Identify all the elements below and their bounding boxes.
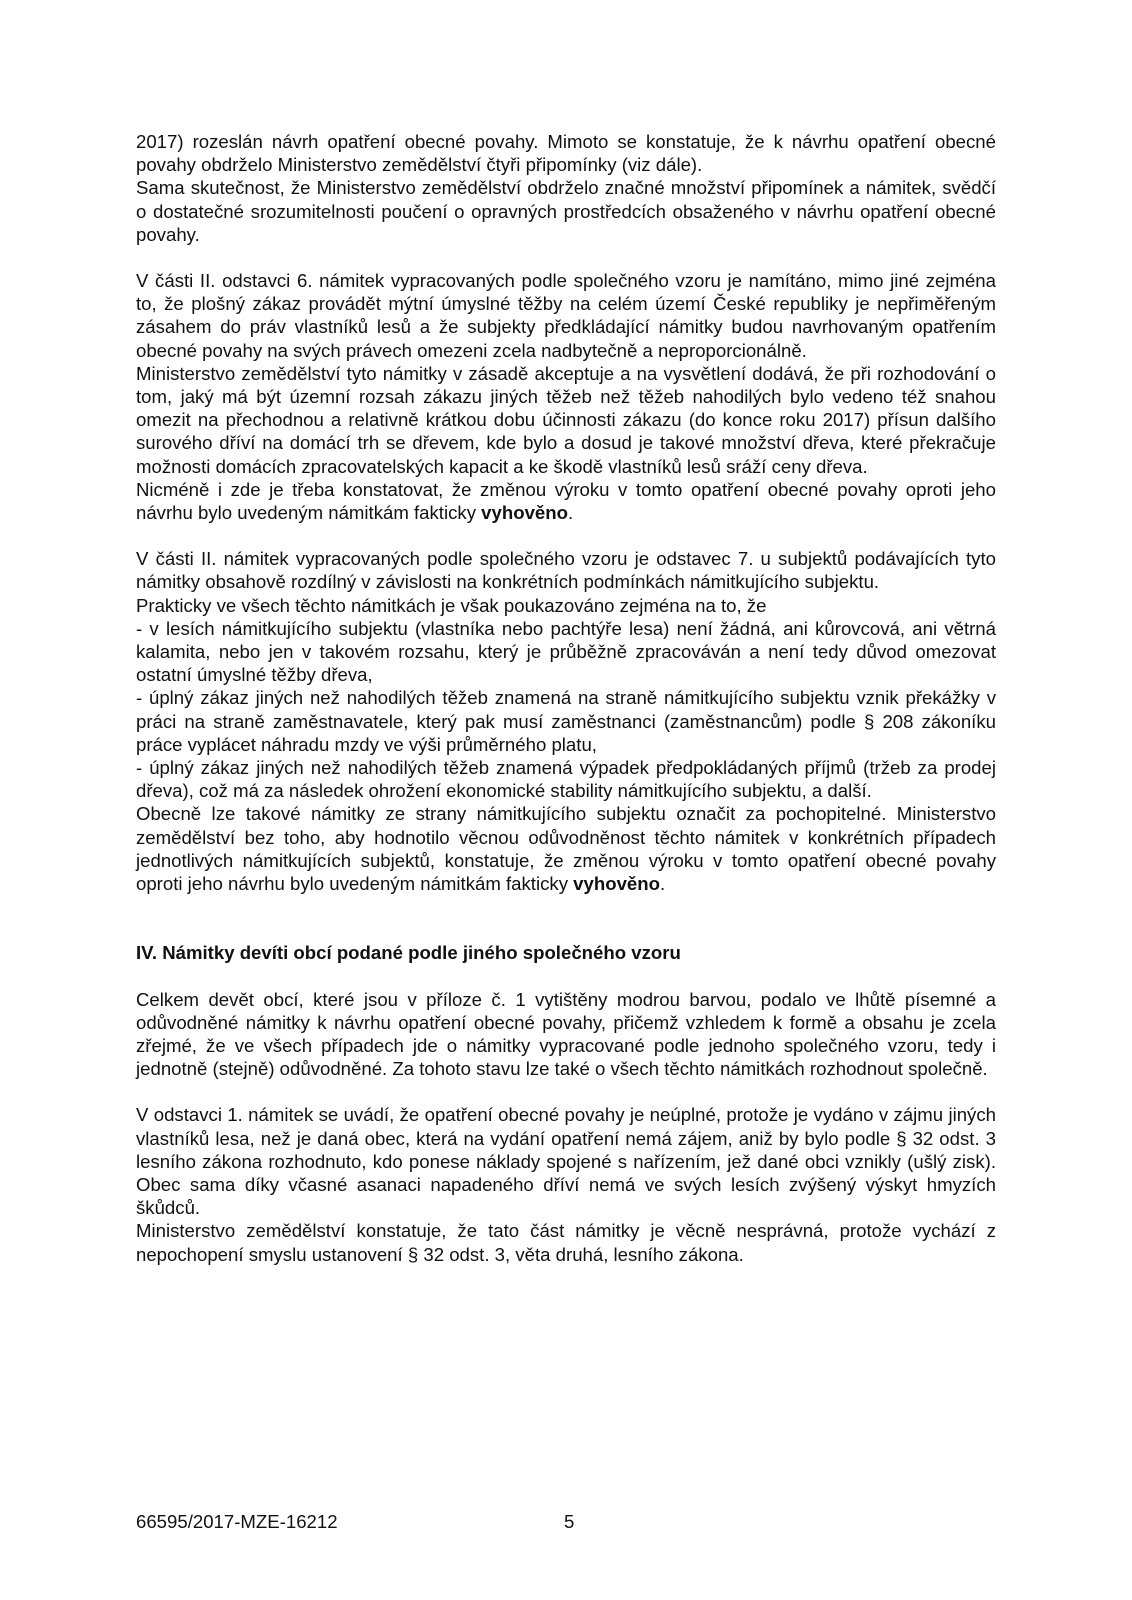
paragraph (136, 802, 996, 895)
paragraph: 2017) rozeslán návrh opatření obecné povahy. Mimoto se konstatuje, že k návrhu opatření obecné povahy obdrželo Ministerstvo zemědělství čtyři připomínky (viz dále). (136, 131, 996, 176)
paragraph: Ministerstvo zemědělství konstatuje, že tato část námitky je věcně nesprávná, protože vychází z nepochopení smyslu ustanovení § 32 odst. 3, věta druhá, lesního zákona. (136, 1220, 996, 1265)
document-body (136, 130, 996, 1266)
paragraph: V odstavci 1. námitek se uvádí, že opatření obecné povahy je neúplné, protože je vydáno v zájmu jiných vlastníků lesa, než je daná obec, která na vydání opatření nemá zájem, aniž by bylo podle § 32 odst. 3 lesního zákona rozhodnuto, kdo ponese náklady spojené s nařízením, jež dané obci vznikly (ušlý zisk). Obec sama díky včasné asanaci napadeného dříví nemá ve svých lesích zvýšený výskyt hmyzích škůdců. (136, 1104, 996, 1219)
document-id: 66595/2017-MZE-16212 (136, 1511, 338, 1532)
paragraph-end: . (659, 873, 666, 895)
list-item: - úplný zákaz jiných než nahodilých těžeb znamená na straně námitkujícího subjektu vznik překážky v práci na straně zaměstnavatele, který pak musí zaměstnanci (zaměstnancům) podle § 208 zákoníku práce vyplácet náhradu mzdy ve výši průměrného platu, (136, 687, 996, 755)
bold-verdict: vyhověno (573, 873, 660, 895)
section-heading: IV. Námitky devíti obcí podané podle jiného společného vzoru (136, 942, 681, 964)
paragraph (136, 478, 996, 524)
paragraph: V části II. odstavci 6. námitek vypracovaných podle společného vzoru je namítáno, mimo jiné zejména to, že plošný zákaz provádět mýtní úmyslné těžby na celém území České republiky je nepřiměřeným zásahem do práv vlastníků lesů a že subjekty předkládající námitky budou navrhovaným opatřením obecné povahy na svých právech omezeni zcela nadbytečně a neproporcionálně. (136, 270, 996, 361)
paragraph: V části II. námitek vypracovaných podle společného vzoru je odstavec 7. u subjektů podávajících tyto námitky obsahově rozdílný v závislosti na konkrétních podmínkách námitkujícího subjektu. (136, 548, 996, 593)
paragraph-text: Nicméně i zde je třeba konstatovat, že změnou výroku v tomto opatření obecné povahy oproti jeho návrhu bylo uvedeným námitkám fakticky (136, 478, 996, 524)
paragraph-end: . (567, 502, 574, 524)
paragraph: Sama skutečnost, že Ministerstvo zemědělství obdrželo značné množství připomínek a námitek, svědčí o dostatečné srozumitelnosti poučení o opravných prostředcích obsaženého v návrhu opatření obecné povahy. (136, 177, 996, 245)
paragraph: Ministerstvo zemědělství tyto námitky v zásadě akceptuje a na vysvětlení dodává, že při rozhodování o tom, jaký má být územní rozsah zákazu jiných těžeb než těžeb nahodilých bylo vedeno též snahou omezit na přechodnou a relativně krátkou dobu účinnosti zákazu (do konce roku 2017) přísun dalšího surového dříví na domácí trh se dřevem, kde bylo a dosud je takové množství dřeva, které překračuje možnosti domácích zpracovatelských kapacit a ke škodě vlastníků lesů sráží ceny dřeva. (136, 362, 996, 477)
list-item: - úplný zákaz jiných než nahodilých těžeb znamená výpadek předpokládaných příjmů (tržeb za prodej dřeva), což má za následek ohrožení ekonomické stability námitkujícího subjektu, a další. (136, 757, 996, 802)
page-number: 5 (564, 1511, 575, 1532)
paragraph: Prakticky ve všech těchto námitkách je však poukazováno zejména na to, že (136, 594, 767, 616)
list-item: - v lesích námitkujícího subjektu (vlastníka nebo pachtýře lesa) není žádná, ani kůrovcová, ani větrná kalamita, nebo jen v takovém rozsahu, který je průběžně zpracováván a není tedy důvod omezovat ostatní úmyslné těžby dřeva, (136, 617, 996, 686)
paragraph-text: Obecně lze takové námitky ze strany námitkujícího subjektu označit za pochopitelné. Ministerstvo zemědělství bez toho, aby hodnotilo věcnou odůvodněnost těchto námitek v konkrétních případech jednotlivých námitkujících subjektů, konstatuje, že změnou výroku v tomto opatření obecné povahy oproti jeho návrhu bylo uvedeným námitkám fakticky (136, 803, 996, 895)
paragraph: Celkem devět obcí, které jsou v příloze č. 1 vytištěny modrou barvou, podalo ve lhůtě písemné a odůvodněné námitky k návrhu opatření obecné povahy, přičemž vzhledem k formě a obsahu je zcela zřejmé, že ve všech případech jde o námitky vypracované podle jednoho společného vzoru, tedy i jednotně (stejně) odůvodněné. Za tohoto stavu lze také o všech těchto námitkách rozhodnout společně. (136, 988, 996, 1080)
bold-verdict: vyhověno (481, 502, 568, 524)
